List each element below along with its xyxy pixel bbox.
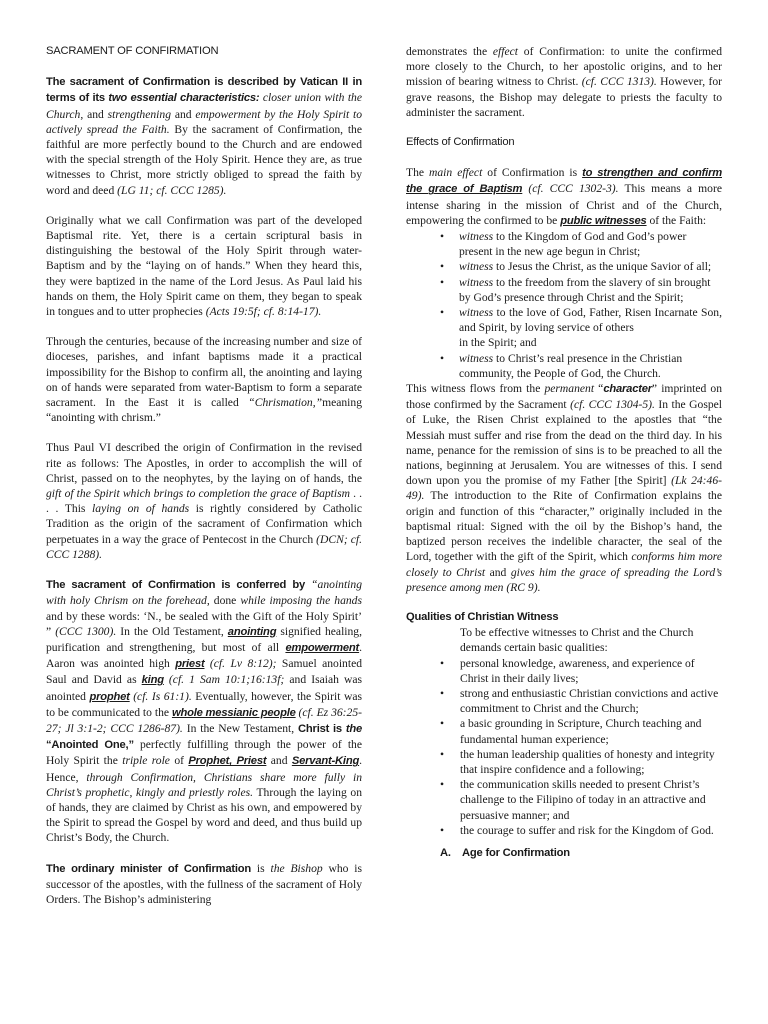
list-item: • the courage to suffer and risk for the Kingdom of God.	[406, 823, 722, 838]
intro-lead-emphasis: two essential characteristics:	[108, 92, 260, 105]
character-paragraph: This witness flows from the permanent “character” imprinted on those confirmed by the Sacrament (cf. CCC 1304-5). In the Gospel of Luke, the Risen Christ explained to the apostles that “the Messiah must suffer and rise from the dead on the third day. In his name, penance for the remission of sins is to be preached to all the nations, beginning at Jerusalem. You are witnesses of this. I send down upon you the promise of my Father [the Spirit] (Lk 24:46-49). The introduction to the Rite of Confirmation explains the origin and function of this “character,” originally included in the baptismal ritual: Signed with the oil by the Bishop’s hand, the baptized person receives the indelible character, the seal of the Lord, together with the gift of the Spirit, which conforms him more closely to Christ and gives him the grace of spreading the Lord’s presence among men (RC 9).	[406, 382, 722, 594]
witness-list	[406, 229, 722, 381]
list-item: • witness to the love of God, Father, Risen Incarnate Son, and Spirit, by loving service of others in the Spirit; and	[406, 305, 722, 351]
minister-continued-paragraph: demonstrates the effect of Confirmation: to unite the confirmed more closely to the Church, to her apostolic origins, and to her mission of bearing witness to Christ. (cf. CCC 1313). However, for grave reasons, the Bishop may delegate to priests the faculty to administer the sacrament.	[406, 45, 722, 119]
citation: (LG 11; cf. CCC 1285).	[117, 183, 227, 197]
list-item: • the human leadership qualities of honesty and integrity that inspire confidence and a following;	[406, 747, 722, 777]
list-item: • a basic grounding in Scripture, Church teaching and fundamental human experience;	[406, 716, 722, 746]
minister-paragraph: The ordinary minister of Confirmation is the Bishop who is successor of the apostles, with the fullness of the sacrament of Holy Orders. The Bishop’s administering	[46, 861, 363, 906]
qualities-heading: Qualities of Christian Witness	[406, 610, 559, 623]
centuries-paragraph: Through the centuries, because of the increasing number and size of dioceses, parishes, and infant baptisms made it a practical impossibility for the Bishop to confirm all, the anointing and laying on of hands were separated from water-Baptism to form a separate sacrament. In the East it is called “Chrismation,”meaning “anointing with chrism.”	[46, 335, 362, 425]
citation: (Lk 24:46-49).	[406, 474, 722, 503]
effects-heading: Effects of Confirmation	[406, 136, 515, 149]
list-item: • witness to Jesus the Christ, as the unique Savior of all;	[406, 259, 722, 274]
citation: (cf. CCC 1313).	[581, 75, 657, 89]
intro-lead: The sacrament of Confirmation is described by Vatican II in terms of its	[46, 76, 362, 105]
list-item: • witness to the freedom from the slavery of sin brought by God’s presence through Christ and the Spirit;	[406, 275, 722, 305]
section-letter: A.	[440, 846, 451, 859]
paul-vi-paragraph: Thus Paul VI described the origin of Confirmation in the revised rite as follows: The Apostles, in order to accomplish the will of Christ, passed on to the neophytes, by the laying on of hands, the gift of the Spirit which brings to completion the grace of Baptism . . . . This laying on of hands is rightly considered by Catholic Tradition as the origin of the sacrament of Confirmation which perpetuates in a way the grace of Pentecost in the Church (DCN; cf. CCC 1288).	[46, 441, 363, 561]
qualities-intro: To be effective witnesses to Christ and the Church demands certain basic qualities:	[460, 626, 694, 655]
intro-paragraph: The sacrament of Confirmation is described by Vatican II in terms of its two essential characteristics: closer union with the Church, and strengthening and empowerment by the Holy Spirit to actively spread the Faith. By the sacrament of Confirmation, the faithful are more perfectly bound to the Church and are endowed with the special strength of the Holy Spirit. Hence they are, as true witnesses to Christ, more strictly obliged to spread the faith by word and deed (LG 11; cf. CCC 1285).	[46, 76, 363, 197]
left-column	[46, 44, 362, 922]
right-column	[406, 44, 722, 861]
document-title: SACRAMENT OF CONFIRMATION	[46, 45, 219, 57]
citation: (cf. CCC 1304-5).	[570, 398, 655, 412]
origin-paragraph: Originally what we call Confirmation was part of the developed Baptismal rite. Yet, there is a certain scriptural basis in distinguishing the bestowal of the Holy Spirit through water-Baptism and by the “laying on of hands.” When they heard this, they were baptized in the name of the Lord Jesus. As Paul laid his hands on them, the Holy Spirit came on them, they began to speak in tongues and to utter prophecies (Acts 19:5f; cf. 8:14-17).	[46, 213, 362, 319]
section-title: Age for Confirmation	[462, 846, 570, 859]
citation: (Acts 19:5f; cf. 8:14-17).	[205, 305, 322, 319]
citation: (DCN; cf. CCC 1288).	[46, 532, 362, 561]
list-item: • witness to Christ’s real presence in the Christian community, the People of God, the Church.	[406, 351, 722, 381]
qualities-list	[406, 656, 722, 838]
age-section-heading	[406, 846, 722, 861]
effects-paragraph: The main effect of Confirmation is to strengthen and confirm the grace of Baptism (cf. CCC 1302-3). This means a more intense sharing in the mission of Christ and of the Church, empowering the confirmed to be public witnesses of the Faith:	[406, 166, 722, 227]
list-item: • strong and enthusiastic Christian convictions and active commitment to Christ and the Church;	[406, 686, 722, 716]
list-item: • personal knowledge, awareness, and experience of Christ in their daily lives;	[406, 656, 722, 686]
conferred-paragraph: The sacrament of Confirmation is conferred by “anointing with holy Chrism on the forehead, done while imposing the hands and by these words: ‘N., be sealed with the Gift of the Holy Spirit’ ” (CCC 1300). In the Old Testament, anointing signified healing, purification and strengthening, but most of all empowerment. Aaron was anointed high priest (cf. Lv 8:12); Samuel anointed Saul and David as king (cf. 1 Sam 10:1;16:13f; and Isaiah was anointed prophet (cf. Is 61:1). Eventually, however, the Spirit was to be communicated to the whole messianic people (cf. Ez 36:25-27; Jl 3:1-2; CCC 1286-87). In the New Testament, Christ is the “Anointed One,” perfectly fulfilling through the power of the Holy Spirit the triple role of Prophet, Priest and Servant-King. Hence, through Confirmation, Christians share more fully in Christ’s prophetic, kingly and priestly roles. Through the laying on of hands, they are claimed by Christ as his own, and empowered by the Spirit to spread the Gospel by word and deed, and thus build up Christ’s Body, the Church.	[46, 578, 363, 845]
list-item: • the communication skills needed to present Christ’s challenge to the Filipino of today in an attractive and persuasive manner; and	[406, 777, 722, 823]
list-item: • witness to the Kingdom of God and God’s power present in the new age begun in Christ;	[406, 229, 722, 259]
